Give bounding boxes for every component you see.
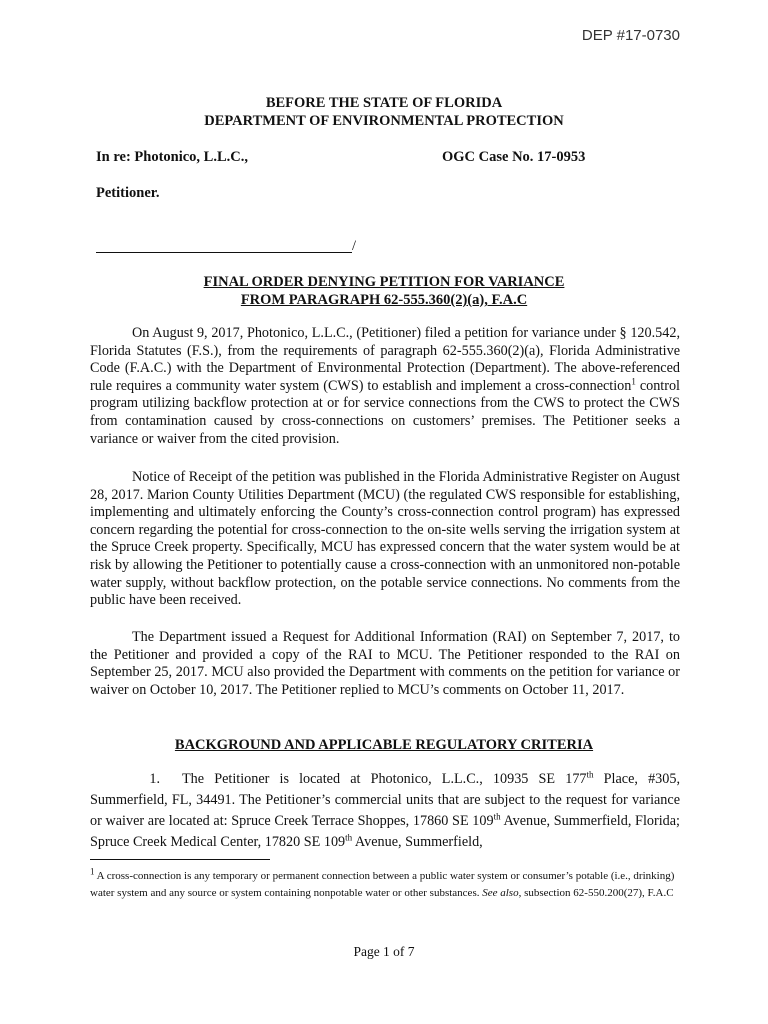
ordinal-suffix: th [493,811,501,822]
paragraph-notice-of-receipt: Notice of Receipt of the petition was published in the Florida Administrative Register on August 28, 2017. Marion County Utilities Department (MCU) (the regulated CWS responsible for establishing, implementing and ultimately enforcing the County’s cross-connection control program) has expressed concern regarding the potential for cross-connection to the on-site wells serving the irrigation system at the Spruce Creek property. Specifically, MCU has expressed concern that the water system would be at risk by allowing the Petitioner to potentially cause a cross-connection with an unmonitored non-potable water supply, without backflow protection, on the potable service connections. No comments from the public have been received. [90,469,680,609]
paragraph-petition-filed [90,325,680,448]
paragraph-number: 1. [149,771,160,787]
court-heading-line2: DEPARTMENT OF ENVIRONMENTAL PROTECTION [204,113,564,129]
page-number: Page 1 of 7 [353,944,415,959]
document-number: DEP #17-0730 [581,27,680,44]
item1-text-b: Place, #305, Summerfield, FL, 34491. The Petitioner’s commercial units that are subject to the request for variance or waiver are located at: Spruce Creek Terrace Shoppes, 17860 SE 109 [90,771,680,829]
section-heading: BACKGROUND AND APPLICABLE REGULATORY CRITERIA [174,737,594,753]
footnote-reference-text: , subsection 62-550.200(27), F.A.C [518,887,674,899]
petitioner-label: Petitioner. [96,185,160,201]
ordinal-suffix: th [345,832,353,843]
footnote-see-also: See also [482,887,519,899]
footnote-text: A cross-connection is any temporary or permanent connection between a public water system or consumer’s potable (i.e., drinking) water system and any source or system containing nonpotable water or other substances. [90,870,675,899]
paragraph-rai: The Department issued a Request for Additional Information (RAI) on September 7, 2017, to the Petitioner and provided a copy of the RAI to MCU. The Petitioner responded to the RAI on September 25, 2017. MCU also provided the Department with comments on the petition for variance or waiver on October 10, 2017. The Petitioner replied to MCU’s comments on October 11, 2017. [90,629,680,698]
footnote-reference: 1 [631,376,636,387]
court-heading-line1: BEFORE THE STATE OF FLORIDA [265,95,503,111]
item1-text-a: The Petitioner is located at Photonico, L.L.C., 10935 SE 177 [182,771,587,787]
footnote-separator [90,859,270,860]
paragraph-petition-filed-text-a: On August 9, 2017, Photonico, L.L.C., (Petitioner) filed a petition for variance under § 120.542, Florida Statutes (F.S.), from the requirements of paragraph 62-555.360(2)(a), Florida Administrative Code (F.A.C.) with the Department of Environmental Protection (Department). The above-referenced rule requires a community water system (CWS) to establish and implement a cross-connection [90,325,680,394]
item1-text-c: Avenue, Summerfield, Florida; Spruce Creek Medical Center, 17820 SE 109 [90,813,680,850]
item1-text-d: Avenue, Summerfield, [352,834,483,850]
order-title-line2: FROM PARAGRAPH 62-555.360(2)(a), F.A.C [240,292,528,308]
in-re-caption: In re: Photonico, L.L.C., [96,149,248,165]
ordinal-suffix: th [586,769,594,780]
order-title-line1: FINAL ORDER DENYING PETITION FOR VARIANCE [203,274,565,290]
footnote [90,868,680,902]
numbered-paragraph-1 [90,769,680,853]
paragraph-petition-filed-text-b: control program utilizing backflow protection at or for service connections from the CWS to protect the CWS from contamination caused by cross-connections on customers’ premises. The Petitioner seeks a variance or waiver from the cited provision. [90,377,681,447]
ogc-case-number: OGC Case No. 17-0953 [442,149,586,165]
caption-slash: / [352,238,357,254]
caption-rule-line [96,238,352,253]
footnote-marker: 1 [90,866,95,877]
